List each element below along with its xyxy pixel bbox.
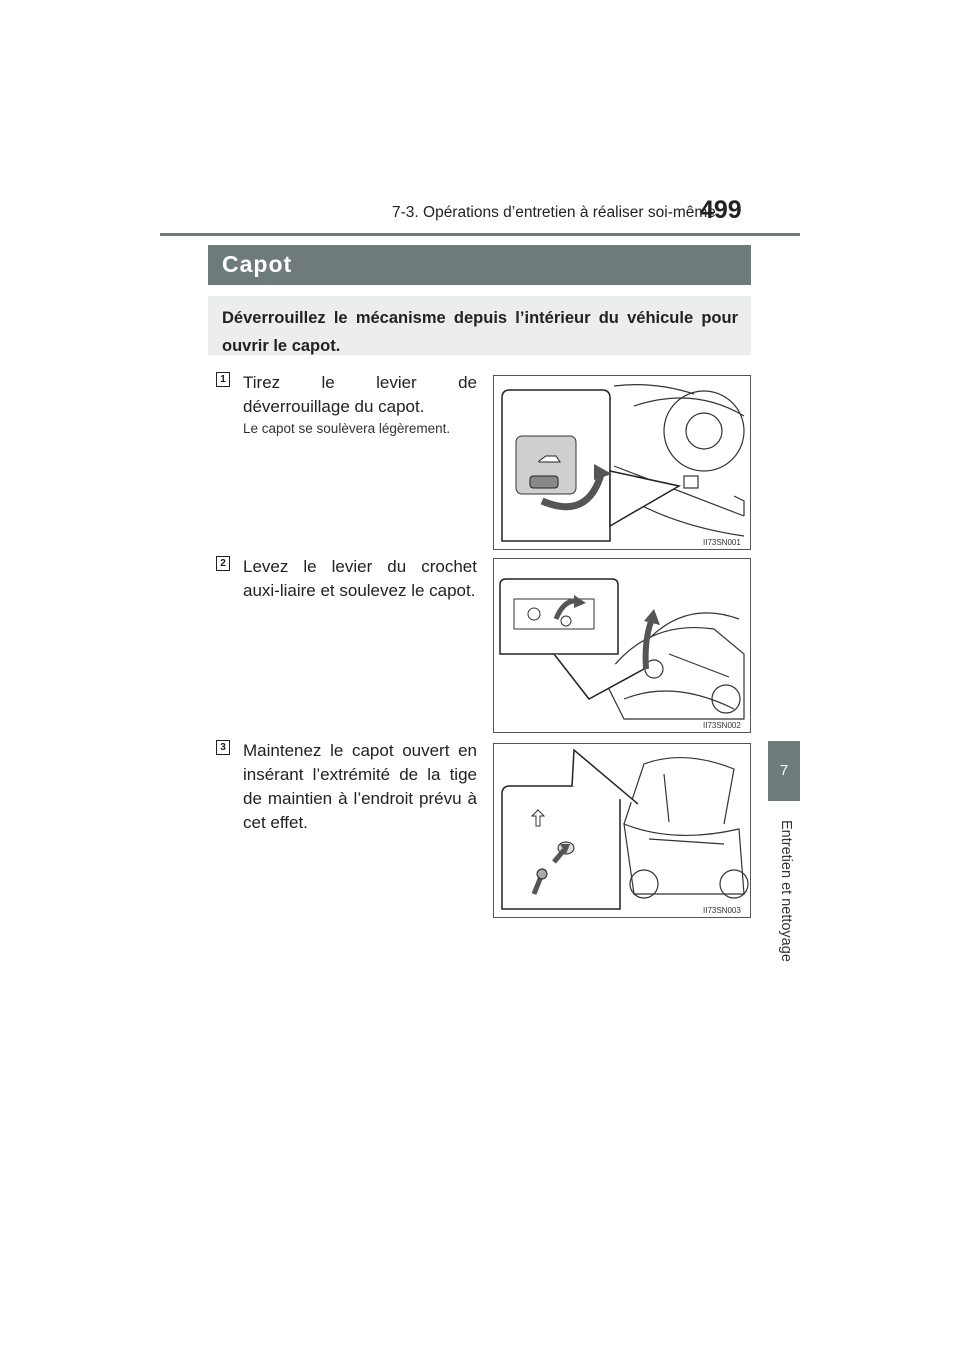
figure-1-code: II73SN001 — [703, 538, 741, 547]
running-header: 7-3. Opérations d’entretien à réaliser soi-même — [392, 204, 716, 221]
figure-auxiliary-catch — [493, 558, 751, 733]
hood-release-illustration — [494, 376, 750, 549]
section-title-bar — [208, 245, 751, 285]
auxiliary-catch-illustration — [494, 559, 750, 732]
chapter-tab: 7 — [768, 741, 800, 801]
page-number: 499 — [700, 196, 742, 224]
section-title: Capot — [222, 251, 293, 277]
step-2-badge: 2 — [216, 556, 230, 571]
intro-box — [208, 296, 751, 355]
support-rod-illustration — [494, 744, 750, 917]
step-3-text: Maintenez le capot ouvert en insérant l’extrémité de la tige de maintien à l’endroit prévu à cet effet. — [243, 741, 477, 832]
step-1-badge: 1 — [216, 372, 230, 387]
header-divider — [160, 233, 800, 236]
step-1-text: Tirez le levier de déverrouillage du capot. — [243, 373, 477, 416]
figure-2-code: II73SN002 — [703, 721, 741, 730]
figure-3-code: II73SN003 — [703, 906, 741, 915]
step-3-badge: 3 — [216, 740, 230, 755]
step-2-text: Levez le levier du crochet auxi-liaire et soulevez le capot. — [243, 557, 477, 600]
figure-hood-support-rod — [493, 743, 751, 918]
figure-hood-release-lever — [493, 375, 751, 550]
intro-text: Déverrouillez le mécanisme depuis l’intérieur du véhicule pour ouvrir le capot. — [222, 309, 738, 355]
step-1-note: Le capot se soulèvera légèrement. — [243, 421, 451, 436]
chapter-label: Entretien et nettoyage — [778, 820, 794, 962]
